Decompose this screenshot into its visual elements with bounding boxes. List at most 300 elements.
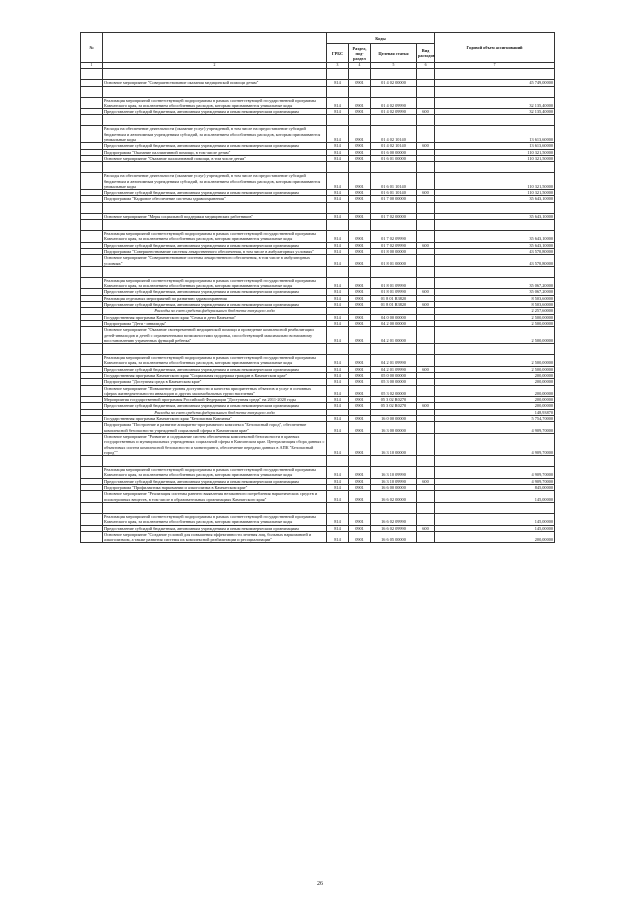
cell-grbs: 814	[327, 213, 349, 219]
table-row	[81, 231, 555, 243]
cell-rz: 0901	[349, 485, 371, 491]
cell-vr: 600	[417, 289, 435, 295]
spacer-row	[81, 266, 555, 277]
cell-vr	[417, 355, 435, 367]
cell-grbs: 814	[327, 80, 349, 86]
table-row	[81, 422, 555, 434]
cell-vr: 600	[417, 366, 435, 372]
cell-amt: 32 135,40000	[435, 109, 555, 115]
cell-grbs: 814	[327, 109, 349, 115]
spacer-row	[81, 220, 555, 231]
table-row	[81, 255, 555, 267]
table-row	[81, 467, 555, 479]
cell-amt: 4 909,70000	[435, 422, 555, 434]
cell-num	[81, 115, 103, 126]
cell-grbs	[327, 502, 349, 513]
cell-rz	[349, 344, 371, 355]
cell-csr	[371, 69, 417, 80]
col-number: 7	[435, 63, 555, 69]
spacer-row	[81, 69, 555, 80]
cell-amt	[435, 69, 555, 80]
cell-amt	[435, 266, 555, 277]
cell-grbs: 814	[327, 97, 349, 109]
cell-name	[103, 502, 327, 513]
spacer-row	[81, 202, 555, 213]
cell-amt: 35 067,20000	[435, 289, 555, 295]
cell-amt: 35 643,10000	[435, 213, 555, 219]
cell-grbs: 814	[327, 467, 349, 479]
cell-amt: 110 321,50000	[435, 149, 555, 155]
cell-name: Расходы на обеспечение деятельности (оказание услуг) учреждений, в том числе на предоставление субсидий бюджетным и автономным учреждениям субсидий, за исключением обособленных расходов, которым присваиваются уникальные коды	[103, 126, 327, 143]
col-number: 2	[103, 63, 327, 69]
cell-csr: 01 4 02 09990	[371, 97, 417, 109]
cell-csr: 05 3 00 00000	[371, 379, 417, 385]
cell-name: Государственная программа Камчатского края "Семья и дети Камчатки"	[103, 314, 327, 320]
col-number: 6	[417, 63, 435, 69]
cell-vr	[417, 97, 435, 109]
cell-csr: 16 3 00 00000	[371, 422, 417, 434]
cell-csr	[371, 86, 417, 97]
cell-rz: 0901	[349, 372, 371, 378]
cell-name	[103, 220, 327, 231]
header-num: №	[81, 33, 103, 63]
cell-csr: 04 2 01 09990	[371, 366, 417, 372]
cell-vr: 600	[417, 190, 435, 196]
cell-amt: 200,00000	[435, 403, 555, 409]
cell-name	[103, 344, 327, 355]
cell-csr: 16 3 10 09990	[371, 478, 417, 484]
cell-name: Государственная программа Камчатского края "Безопасная Камчатка"	[103, 416, 327, 422]
header-vid: Вид расходов	[417, 44, 435, 63]
header-row-codes	[81, 33, 555, 44]
cell-grbs: 814	[327, 155, 349, 161]
cell-amt	[435, 202, 555, 213]
cell-amt: 8 503,60000	[435, 302, 555, 308]
cell-vr: 600	[417, 143, 435, 149]
cell-vr	[417, 456, 435, 467]
cell-amt: 2 500,00000	[435, 320, 555, 326]
cell-grbs: 814	[327, 173, 349, 190]
cell-csr: 05 3 02 00000	[371, 385, 417, 397]
cell-vr	[417, 422, 435, 434]
table-row	[81, 385, 555, 397]
cell-csr	[371, 502, 417, 513]
cell-grbs: 814	[327, 379, 349, 385]
cell-grbs	[327, 69, 349, 80]
cell-name: Предоставление субсидий бюджетным, автономным учреждениям и иным некоммерческим организациям	[103, 242, 327, 248]
cell-name: Мероприятия государственной программы Российской Федерации "Доступная среда" на 2011-2020 годы	[103, 397, 327, 403]
cell-vr: 600	[417, 302, 435, 308]
cell-name: Основное мероприятие "Меры социальной поддержки медицинских работников"	[103, 213, 327, 219]
cell-name: Подпрограмма "Построение и развитие аппаратно-программного комплекса "Безопасный город", обеспечение комплексной безопасности учреждений социальной сферы в Камчатском крае"	[103, 422, 327, 434]
cell-rz	[349, 202, 371, 213]
cell-grbs	[327, 162, 349, 173]
cell-vr	[417, 173, 435, 190]
cell-csr: 16 6 02 09990	[371, 525, 417, 531]
header-name	[103, 33, 327, 63]
cell-grbs: 814	[327, 513, 349, 525]
cell-name: Предоставление субсидий бюджетным, автономным учреждениям и иным некоммерческим организациям	[103, 302, 327, 308]
table-row	[81, 355, 555, 367]
cell-grbs: 814	[327, 126, 349, 143]
cell-csr: 01 4 02 10140	[371, 126, 417, 143]
cell-name: Основное мероприятие "Создание условий для повышения эффективности лечения лиц, больных наркоманией и алкоголизмом, а также развития системы их комплексной реабилитации и ресоциализации"	[103, 531, 327, 543]
cell-csr: 01 7 00 00000	[371, 196, 417, 202]
cell-rz: 0901	[349, 109, 371, 115]
cell-num	[81, 327, 103, 344]
cell-rz: 0901	[349, 248, 371, 254]
cell-vr	[417, 126, 435, 143]
cell-rz: 0901	[349, 320, 371, 326]
cell-vr	[417, 231, 435, 243]
cell-rz: 0901	[349, 433, 371, 455]
cell-num	[81, 467, 103, 479]
cell-amt: 2 500,00000	[435, 314, 555, 320]
cell-name: Реализация мероприятий соответствующей подпрограммы в рамках соответствующей государственной программы Камчатского края, за исключением обособленных расходов, которым присваиваются уникальные коды	[103, 355, 327, 367]
cell-csr	[371, 456, 417, 467]
table-row	[81, 327, 555, 344]
cell-grbs: 814	[327, 248, 349, 254]
cell-amt: 4 909,70000	[435, 467, 555, 479]
cell-name: Основное мероприятие "Совершенствование системы лекарственного обеспечения, в том числе в амбулаторных условиях"	[103, 255, 327, 267]
cell-rz: 0901	[349, 327, 371, 344]
cell-name	[103, 266, 327, 277]
cell-num	[81, 344, 103, 355]
cell-amt	[435, 115, 555, 126]
cell-amt: 35 643,10000	[435, 196, 555, 202]
cell-vr: 600	[417, 478, 435, 484]
cell-grbs	[327, 220, 349, 231]
cell-name: Расходы на обеспечение деятельности (оказание услуг) учреждений, в том числе на предоставление субсидий бюджетным и автономным учреждениям субсидий, за исключением обособленных расходов, которым присваиваются уникальные коды	[103, 173, 327, 190]
cell-csr: 01 8 01 09990	[371, 277, 417, 289]
cell-csr	[371, 266, 417, 277]
cell-grbs: 814	[327, 531, 349, 543]
cell-name: Подпрограмма "Доступная среда в Камчатском крае"	[103, 379, 327, 385]
cell-grbs: 814	[327, 403, 349, 409]
cell-grbs: 814	[327, 143, 349, 149]
cell-name: Предоставление субсидий бюджетным, автономным учреждениям и иным некоммерческим организациям	[103, 109, 327, 115]
cell-csr: 01 8 01 R3820	[371, 302, 417, 308]
cell-rz	[349, 162, 371, 173]
cell-rz	[349, 220, 371, 231]
cell-num	[81, 531, 103, 543]
cell-vr	[417, 327, 435, 344]
cell-name: Подпрограмма "Кадровое обеспечение системы здравоохранения"	[103, 196, 327, 202]
header-amount: Годовой объем ассигнований	[435, 33, 555, 63]
cell-grbs: 814	[327, 416, 349, 422]
table-row	[81, 433, 555, 455]
cell-grbs: 814	[327, 491, 349, 503]
cell-csr: 04 0 00 00000	[371, 314, 417, 320]
cell-csr: 01 7 02 00000	[371, 213, 417, 219]
cell-grbs: 814	[327, 242, 349, 248]
cell-csr: 05 3 02 R0270	[371, 397, 417, 403]
table-body	[81, 69, 555, 543]
cell-name	[103, 69, 327, 80]
cell-amt	[435, 220, 555, 231]
cell-grbs	[327, 86, 349, 97]
cell-num	[81, 491, 103, 503]
cell-csr: 01 4 02 09990	[371, 109, 417, 115]
cell-csr: 16 6 00 00000	[371, 485, 417, 491]
cell-name: Основное мероприятие "Совершенствование оказания медицинской помощи детям"	[103, 80, 327, 86]
cell-csr: 05 0 00 00000	[371, 372, 417, 378]
cell-vr	[417, 531, 435, 543]
cell-vr	[417, 115, 435, 126]
cell-name: Предоставление субсидий бюджетным, автономным учреждениям и иным некоммерческим организациям	[103, 525, 327, 531]
cell-vr: 600	[417, 109, 435, 115]
cell-vr	[417, 86, 435, 97]
cell-csr	[371, 115, 417, 126]
cell-grbs: 814	[327, 302, 349, 308]
cell-csr: 01 6 01 00000	[371, 155, 417, 161]
cell-vr: 600	[417, 242, 435, 248]
cell-name: Основное мероприятие "Реализация системы раннего выявления незаконного потребления наркотических средств и психотропных веществ, в том числе в образовательных организациях Камчатского края"	[103, 491, 327, 503]
cell-grbs: 814	[327, 196, 349, 202]
cell-vr	[417, 266, 435, 277]
cell-rz: 0901	[349, 190, 371, 196]
cell-grbs: 814	[327, 397, 349, 403]
cell-grbs: 814	[327, 485, 349, 491]
table-row	[81, 97, 555, 109]
cell-rz: 0901	[349, 277, 371, 289]
cell-num	[81, 220, 103, 231]
cell-rz: 0901	[349, 143, 371, 149]
cell-amt	[435, 502, 555, 513]
cell-rz: 0901	[349, 255, 371, 267]
cell-amt: 145,00000	[435, 525, 555, 531]
cell-csr: 01 8 00 00000	[371, 248, 417, 254]
cell-grbs: 814	[327, 385, 349, 397]
cell-amt: 110 321,50000	[435, 173, 555, 190]
cell-rz: 0901	[349, 531, 371, 543]
spacer-row	[81, 502, 555, 513]
cell-csr	[371, 344, 417, 355]
cell-amt: 35 643,10000	[435, 231, 555, 243]
cell-amt: 110 321,50000	[435, 190, 555, 196]
cell-csr: 01 7 02 09990	[371, 242, 417, 248]
cell-grbs: 814	[327, 277, 349, 289]
cell-amt	[435, 456, 555, 467]
cell-amt: 845,00000	[435, 485, 555, 491]
cell-rz: 0901	[349, 385, 371, 397]
spacer-row	[81, 86, 555, 97]
cell-csr: 01 8 01 09990	[371, 289, 417, 295]
cell-csr: 16 6 05 00000	[371, 531, 417, 543]
cell-amt: 8 503,60000	[435, 295, 555, 301]
cell-num	[81, 433, 103, 455]
cell-csr: 16 6 02 00000	[371, 491, 417, 503]
cell-name: Предоставление субсидий бюджетным, автономным учреждениям и иным некоммерческим организациям	[103, 190, 327, 196]
cell-name: Основное мероприятие "Развитие и содержание систем обеспечения комплексной безопасности в краевых государственных и муниципальных учреждениях социальной сферы в Камчатском крае. Централизация сбора данных с объектовых систем комплексной безопасности и мониторинга, обеспечение передачи данных в АПК "Безопасный город""	[103, 433, 327, 455]
cell-rz	[349, 266, 371, 277]
cell-amt: 43 570,80000	[435, 248, 555, 254]
cell-vr	[417, 513, 435, 525]
cell-vr	[417, 491, 435, 503]
cell-name: Реализация мероприятий соответствующей подпрограммы в рамках соответствующей государственной программы Камчатского края, за исключением обособленных расходов, которым присваиваются уникальные коды	[103, 467, 327, 479]
table-row	[81, 173, 555, 190]
cell-vr	[417, 220, 435, 231]
cell-name: Основное мероприятие "Оказание паллиативной помощи, в том числе детям"	[103, 155, 327, 161]
cell-rz: 0901	[349, 242, 371, 248]
cell-csr: 01 8 01 R3820	[371, 295, 417, 301]
cell-name: Подпрограмма "Профилактика наркомании и алкоголизма в Камчатском крае"	[103, 485, 327, 491]
cell-name: Предоставление субсидий бюджетным, автономным учреждениям и иным некоммерческим организациям	[103, 366, 327, 372]
cell-name	[103, 456, 327, 467]
cell-grbs: 814	[327, 525, 349, 531]
cell-grbs	[327, 344, 349, 355]
cell-name: Предоставление субсидий бюджетным, автономным учреждениям и иным некоммерческим организациям	[103, 143, 327, 149]
cell-grbs: 814	[327, 295, 349, 301]
cell-grbs	[327, 266, 349, 277]
cell-amt: 145,00000	[435, 491, 555, 503]
cell-amt: 200,00000	[435, 531, 555, 543]
cell-rz: 0901	[349, 289, 371, 295]
cell-name: Государственная программа Камчатского края "Социальная поддержка граждан в Камчатском крае"	[103, 372, 327, 378]
cell-grbs: 814	[327, 327, 349, 344]
header-razdel: Раздел, под-раздел	[349, 44, 371, 63]
cell-name: Реализация мероприятий соответствующей подпрограммы в рамках соответствующей государственной программы Камчатского края, за исключением обособленных расходов, которым присваиваются уникальные коды	[103, 277, 327, 289]
cell-amt: 2 500,00000	[435, 355, 555, 367]
cell-csr: 16 3 10 09990	[371, 467, 417, 479]
cell-rz	[349, 456, 371, 467]
cell-amt: 200,00000	[435, 372, 555, 378]
cell-csr: 05 3 02 R0270	[371, 403, 417, 409]
cell-amt	[435, 86, 555, 97]
cell-csr: 04 2 01 00000	[371, 327, 417, 344]
cell-amt: 200,00000	[435, 385, 555, 397]
cell-vr	[417, 255, 435, 267]
cell-num	[81, 385, 103, 397]
cell-name: Предоставление субсидий бюджетным, автономным учреждениям и иным некоммерческим организациям	[103, 478, 327, 484]
cell-amt: 35 643,10000	[435, 242, 555, 248]
cell-amt: 200,00000	[435, 397, 555, 403]
cell-rz: 0901	[349, 397, 371, 403]
page-number: 26	[317, 881, 323, 887]
spacer-row	[81, 115, 555, 126]
cell-amt: 4 909,70000	[435, 478, 555, 484]
cell-grbs: 814	[327, 149, 349, 155]
cell-name: Подпрограмма "Дети - инвалиды"	[103, 320, 327, 326]
cell-name: Реализация отдельных мероприятий по развитию здравоохранения	[103, 295, 327, 301]
cell-name: Реализация мероприятий соответствующей подпрограммы в рамках соответствующей государственной программы Камчатского края, за исключением обособленных расходов, которым присваиваются уникальные коды	[103, 231, 327, 243]
cell-num	[81, 255, 103, 267]
cell-grbs: 814	[327, 190, 349, 196]
cell-rz: 0901	[349, 379, 371, 385]
cell-rz: 0901	[349, 97, 371, 109]
cell-num	[81, 422, 103, 434]
cell-amt: 2 500,00000	[435, 327, 555, 344]
cell-rz	[349, 86, 371, 97]
cell-grbs: 814	[327, 314, 349, 320]
cell-rz: 0901	[349, 525, 371, 531]
cell-amt: 13 613,60000	[435, 126, 555, 143]
cell-name: Основное мероприятие "Повышение уровня доступности и качества приоритетных объектов и услуг в основных сферах жизнедеятельности инвалидов и других маломобильных групп населения"	[103, 385, 327, 397]
cell-rz: 0901	[349, 295, 371, 301]
cell-rz: 0901	[349, 366, 371, 372]
cell-csr	[371, 220, 417, 231]
cell-csr: 01 4 02 10140	[371, 143, 417, 149]
cell-amt: 32 135,40000	[435, 97, 555, 109]
cell-vr: 600	[417, 403, 435, 409]
cell-name: Предоставление субсидий бюджетным, автономным учреждениям и иным некоммерческим организациям	[103, 289, 327, 295]
cell-amt: 145,00000	[435, 513, 555, 525]
table-row	[81, 277, 555, 289]
cell-csr	[371, 202, 417, 213]
cell-name: Расходы за счет средств федерального бюджета текущего года	[103, 308, 327, 314]
cell-grbs: 814	[327, 422, 349, 434]
cell-num	[81, 126, 103, 143]
cell-amt	[435, 344, 555, 355]
cell-num	[81, 162, 103, 173]
cell-rz: 0901	[349, 513, 371, 525]
cell-rz: 0901	[349, 314, 371, 320]
cell-amt: 43 570,80000	[435, 255, 555, 267]
cell-rz: 0901	[349, 80, 371, 86]
cell-vr: 600	[417, 525, 435, 531]
cell-name	[103, 162, 327, 173]
cell-name: Подпрограмма "Совершенствование системы лекарственного обеспечения, в том числе в амбулаторных условиях"	[103, 248, 327, 254]
cell-csr: 01 6 00 00000	[371, 149, 417, 155]
cell-amt: 2 257,60000	[435, 308, 555, 314]
cell-name: Предоставление субсидий бюджетным, автономным учреждениям и иным некоммерческим организациям	[103, 403, 327, 409]
cell-amt	[435, 162, 555, 173]
cell-vr	[417, 202, 435, 213]
cell-num	[81, 277, 103, 289]
cell-name: Реализация мероприятий соответствующей подпрограммы в рамках соответствующей государственной программы Камчатского края, за исключением обособленных расходов, которым присваиваются уникальные коды	[103, 97, 327, 109]
cell-num	[81, 502, 103, 513]
col-number: 1	[81, 63, 103, 69]
cell-vr	[417, 69, 435, 80]
cell-name: Расходы за счет средств федерального бюджета текущего года	[103, 409, 327, 415]
budget-table	[80, 32, 555, 543]
table-row	[81, 513, 555, 525]
cell-amt: 35 067,20000	[435, 277, 555, 289]
cell-num	[81, 456, 103, 467]
cell-rz: 0901	[349, 355, 371, 367]
cell-vr	[417, 502, 435, 513]
cell-csr: 01 8 01 00000	[371, 255, 417, 267]
table-row	[81, 491, 555, 503]
cell-grbs	[327, 202, 349, 213]
table-row	[81, 531, 555, 543]
cell-num	[81, 86, 103, 97]
cell-rz: 0901	[349, 155, 371, 161]
cell-rz: 0901	[349, 403, 371, 409]
cell-csr: 16 3 10 00000	[371, 433, 417, 455]
cell-amt: 5 754,70000	[435, 416, 555, 422]
cell-amt: 4 909,70000	[435, 433, 555, 455]
cell-grbs: 814	[327, 355, 349, 367]
cell-grbs: 814	[327, 433, 349, 455]
col-number: 4	[349, 63, 371, 69]
cell-csr: 04 2 01 09990	[371, 355, 417, 367]
cell-amt: 110 321,50000	[435, 155, 555, 161]
cell-num	[81, 97, 103, 109]
cell-grbs: 814	[327, 320, 349, 326]
cell-rz: 0901	[349, 149, 371, 155]
cell-csr: 01 6 01 10140	[371, 190, 417, 196]
cell-amt: 2 500,00000	[435, 366, 555, 372]
cell-rz: 0901	[349, 213, 371, 219]
cell-num	[81, 355, 103, 367]
cell-grbs	[327, 115, 349, 126]
cell-vr	[417, 162, 435, 173]
cell-rz: 0901	[349, 422, 371, 434]
cell-rz: 0901	[349, 126, 371, 143]
cell-vr	[417, 467, 435, 479]
header-csr: Целевая статья	[371, 44, 417, 63]
